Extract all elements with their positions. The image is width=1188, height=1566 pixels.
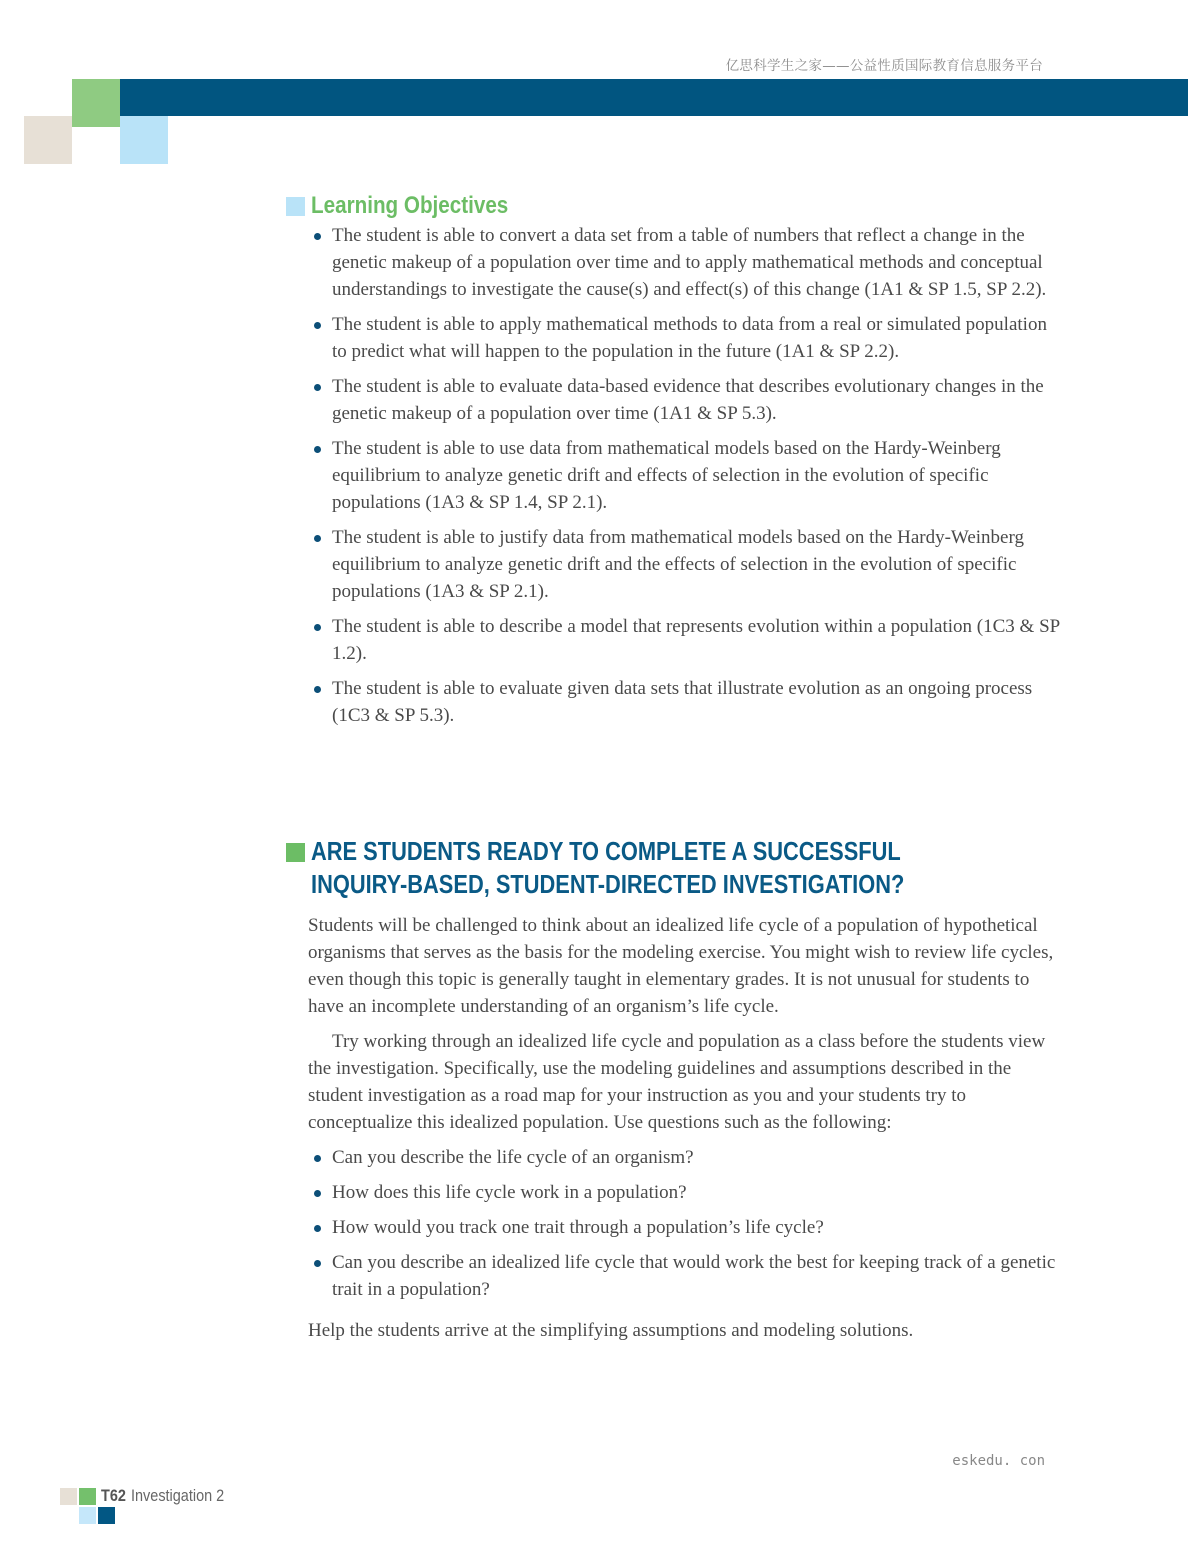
learning-objectives-section xyxy=(286,190,1066,729)
readiness-heading xyxy=(286,835,1017,901)
header-watermark-text: 亿思科学生之家——公益性质国际教育信息服务平台 xyxy=(725,58,1043,74)
list-item: The student is able to justify data from mathematical models based on the Hardy-Weinberg equilibrium to analyze genetic drift and the effects of selection in the evolution of specific populations (1A3 & SP 2.1). xyxy=(286,524,1066,605)
footer-section-label: Investigation 2 xyxy=(131,1486,225,1505)
list-item: Can you describe an idealized life cycle that would work the best for keeping track of a genetic trait in a population? xyxy=(286,1249,1068,1303)
bullet-icon xyxy=(314,322,321,329)
footer-navy-square-icon xyxy=(98,1507,115,1524)
paragraph: Try working through an idealized life cycle and population as a class before the students view the investigation. Specifically, use the modeling guidelines and assumptions described in the student investigation as a road map for your instruction as you and your students try to conceptualize this idealized population. Use questions such as the following: xyxy=(308,1031,1046,1133)
bullet-icon xyxy=(314,233,321,240)
learning-objectives-list xyxy=(286,222,1066,729)
list-item: How does this life cycle work in a population? xyxy=(286,1179,1068,1206)
decorative-green-square xyxy=(72,79,120,127)
readiness-title: ARE STUDENTS READY TO COMPLETE A SUCCESSFUL INQUIRY-BASED, STUDENT-DIRECTED INVESTIGATION? xyxy=(311,836,905,899)
list-item: The student is able to convert a data set from a table of numbers that reflect a change in the genetic makeup of a population over time and to apply mathematical methods and conceptual understandings to investigate the cause(s) and effect(s) of this change (1A1 & SP 1.5, SP 2.2). xyxy=(286,222,1066,303)
footer-url: eskedu. con xyxy=(952,1453,1045,1469)
footer-lightblue-square-icon xyxy=(79,1507,96,1524)
learning-objectives-title: Learning Objectives xyxy=(311,192,509,219)
footer-green-square-icon xyxy=(79,1488,96,1505)
bullet-icon xyxy=(314,1190,321,1197)
bullet-icon xyxy=(314,384,321,391)
list-item: Can you describe the life cycle of an organism? xyxy=(286,1144,1068,1171)
bullet-icon xyxy=(314,1260,321,1267)
list-item: The student is able to use data from mathematical models based on the Hardy-Weinberg equilibrium to analyze genetic drift and effects of selection in the evolution of specific populations (1A3 & SP 1.4, SP 2.1). xyxy=(286,435,1066,516)
page-content xyxy=(286,190,1066,1341)
heading-square-icon xyxy=(286,197,305,216)
list-item: The student is able to apply mathematical methods to data from a real or simulated population to predict what will happen to the population in the future (1A1 & SP 2.2). xyxy=(286,311,1066,365)
decorative-lightblue-square xyxy=(120,116,168,164)
bullet-icon xyxy=(314,686,321,693)
header-bar xyxy=(120,79,1188,116)
list-item: The student is able to describe a model that represents evolution within a population (1C3 & SP 1.2). xyxy=(286,613,1066,667)
list-item: The student is able to evaluate given data sets that illustrate evolution as an ongoing process (1C3 & SP 5.3). xyxy=(286,675,1066,729)
bullet-icon xyxy=(314,535,321,542)
bullet-icon xyxy=(314,446,321,453)
bullet-icon xyxy=(314,624,321,631)
bullet-icon xyxy=(314,1155,321,1162)
learning-objectives-heading xyxy=(286,190,1066,222)
decorative-beige-square xyxy=(24,116,72,164)
page-number: T62 xyxy=(101,1486,126,1505)
heading-square-icon xyxy=(286,843,305,862)
bullet-icon xyxy=(314,1225,321,1232)
list-item: The student is able to evaluate data-based evidence that describes evolutionary changes in the genetic makeup of a population over time (1A1 & SP 5.3). xyxy=(286,373,1066,427)
readiness-body xyxy=(286,912,1068,1352)
footer-beige-square-icon xyxy=(60,1488,77,1505)
footer-text xyxy=(101,1486,224,1506)
paragraph: Students will be challenged to think about an idealized life cycle of a population of hypothetical organisms that serves as the basis for the modeling exercise. You might wish to review life cycles, even though this topic is generally taught in elementary grades. It is not unusual for students to have an incomplete understanding of an organism’s life cycle. xyxy=(308,915,1054,1017)
closing-paragraph: Help the students arrive at the simplifying assumptions and modeling solutions. xyxy=(308,1320,914,1341)
list-item: How would you track one trait through a population’s life cycle? xyxy=(286,1214,1068,1241)
questions-list xyxy=(286,1144,1068,1303)
